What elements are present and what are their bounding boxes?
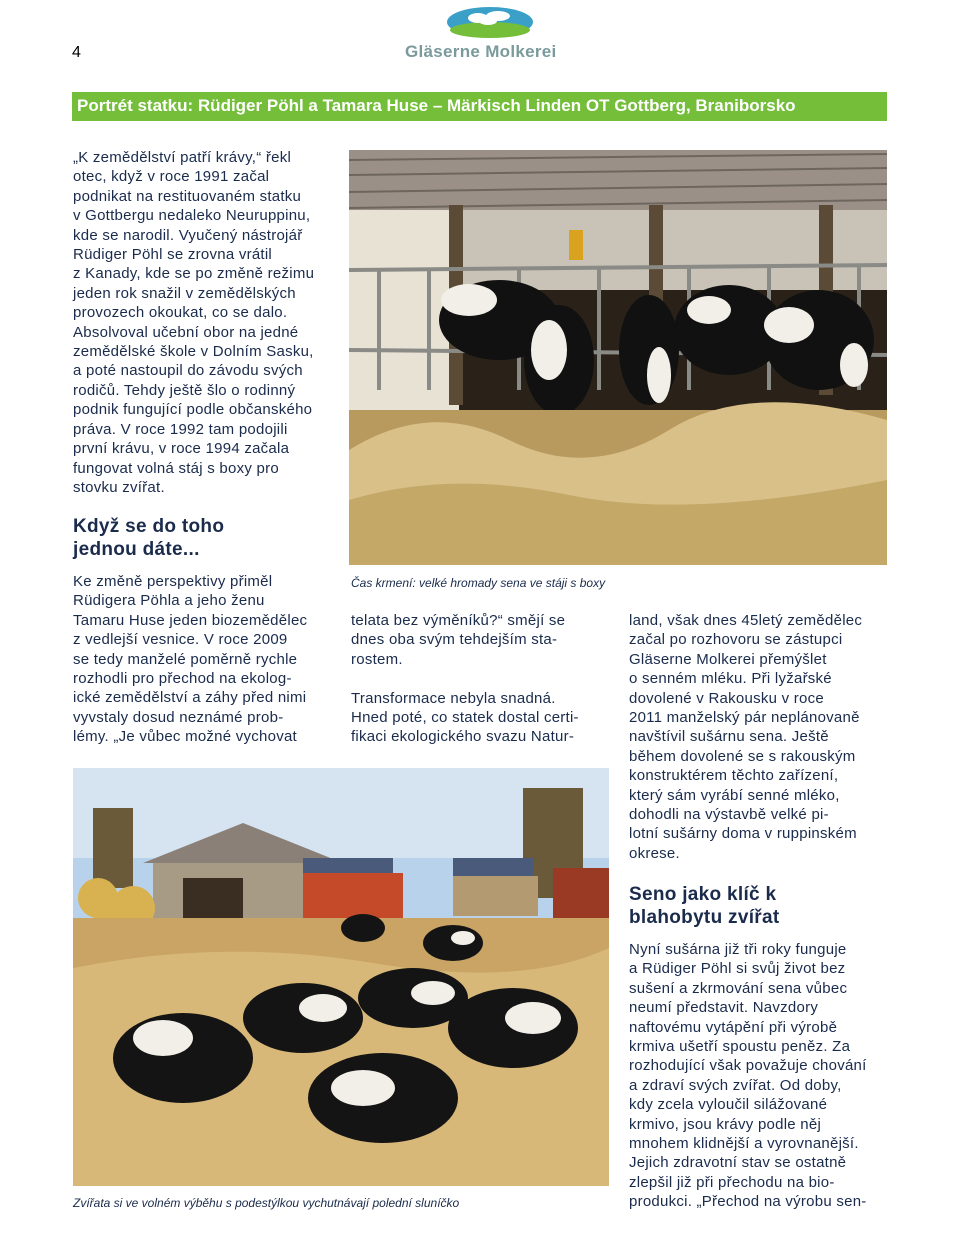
barn-feeding-photo (349, 150, 887, 565)
text-line: konstruktérem těchto zařízení, (629, 767, 839, 785)
intro-paragraph (73, 148, 343, 497)
bottom-photo-caption: Zvířata si ve volném výběhu s podestýlkou vychutnávají polední sluníčko (73, 1196, 460, 1210)
section-heading-1 (73, 515, 224, 561)
text-line: „K zemědělství patří krávy,“ řekl (73, 149, 292, 166)
text-line: z vedlejší vesnice. V roce 2009 (73, 631, 288, 649)
text-line: rozhodující však považuje chování (629, 1057, 867, 1075)
text-line: stovku zvířat. (73, 478, 165, 496)
text-line: z Kanady, kde se po změně režimu (73, 265, 315, 283)
text-line: naftovému vytápění při výrobě (629, 1018, 838, 1036)
text-line: zemědělské škole v Dolním Sasku, (73, 343, 314, 361)
logo-wordmark: Gläserne Molkerei (405, 42, 557, 61)
text-line: Když se do toho (73, 516, 225, 537)
paragraph-column-3 (629, 611, 889, 863)
text-line: Ke změně perspektivy přiměl (73, 573, 273, 590)
paragraph-column-2 (351, 611, 611, 747)
text-line: zlepšil již při přechodu na bio- (629, 1173, 835, 1191)
text-line: a Rüdiger Pöhl si svůj život bez (629, 960, 846, 978)
farmyard-cows-photo (73, 768, 609, 1186)
text-line: první krávu, v roce 1994 začala (73, 440, 290, 458)
text-line: fikaci ekologického svazu Natur- (351, 728, 575, 746)
text-line: otec, když v roce 1991 začal (73, 168, 270, 186)
text-line: land, však dnes 45letý zemědělec (629, 612, 863, 629)
text-line: okrese. (629, 844, 680, 862)
text-line: telata bez výměníků?“ smějí se (351, 612, 566, 629)
text-line: mnohem klidnější a vyrovnanější. (629, 1135, 859, 1153)
text-line: produkci. „Přechod na výrobu sen- (629, 1193, 867, 1211)
text-line: o senném mléku. Při lyžařské (629, 670, 832, 688)
logo-emblem-icon (400, 4, 560, 44)
text-line: vyvstaly dosud neznámé prob- (73, 708, 284, 726)
text-line: lémy. „Je vůbec možné vychovat (73, 728, 297, 746)
text-line: a poté nastoupil do závodu svých (73, 362, 303, 380)
paragraph-perspective (73, 572, 343, 747)
text-line: Absolvoval učební obor na jedné (73, 323, 299, 341)
text-line: který sám vyrábí senné mléko, (629, 786, 840, 804)
text-line: Gläserne Molkerei přemýšlet (629, 650, 827, 668)
text-line: dohodli na výstavbě velké pi- (629, 806, 829, 824)
text-line: lotní sušárny doma v ruppinském (629, 825, 857, 843)
text-line: ické zemědělství a záhy před nimi (73, 689, 307, 707)
text-line: práva. V roce 1992 tam podojili (73, 420, 288, 438)
text-line: kdy zcela vyloučil silážované (629, 1096, 828, 1114)
text-line: v Gottbergu nedaleko Neuruppinu, (73, 207, 311, 225)
text-line: Tamaru Huse jeden biozemědělec (73, 611, 308, 629)
text-line: podnik fungující podle občanského (73, 401, 313, 419)
page-number: 4 (72, 44, 81, 61)
text-line: se tedy manželé poměrně rychle (73, 650, 298, 668)
top-photo-caption: Čas krmení: velké hromady sena ve stáji s boxy (351, 576, 606, 590)
text-line: dovolené v Rakousku v roce (629, 689, 824, 707)
text-line: kde se narodil. Vyučený nástrojář (73, 226, 303, 244)
text-line: Hned poté, co statek dostal certi- (351, 709, 579, 727)
text-line: krmivo, jsou krávy podle něj (629, 1115, 822, 1133)
paragraph-hay-drying (629, 940, 891, 1212)
text-line: začal po rozhovoru se zástupci (629, 631, 843, 649)
text-line: podnikat na restituovaném statku (73, 187, 302, 205)
text-line: Rüdiger Pöhl se zrovna vrátil (73, 246, 273, 264)
text-line: provozech okoukat, co se dalo. (73, 304, 288, 322)
text-line: během dovolené se s rakouským (629, 747, 856, 765)
text-line: 2011 manželský pár neplánovaně (629, 709, 860, 727)
text-line: rozhodli pro přechod na ekolog- (73, 670, 292, 688)
text-line: jeden rok snažil v zemědělských (73, 284, 296, 302)
section-heading-2 (629, 883, 779, 929)
text-line: dnes oba svým tehdejším sta- (351, 631, 558, 649)
text-line: fungovat volná stáj s boxy pro (73, 459, 279, 477)
text-line: Transformace nebyla snadná. (351, 689, 556, 707)
page-title: Portrét statku: Rüdiger Pöhl a Tamara Huse – Märkisch Linden OT Gottberg, Braniborsko (77, 96, 796, 115)
text-line: Rüdigera Pöhla a jeho ženu (73, 592, 265, 610)
text-line: blahobytu zvířat (629, 907, 780, 928)
text-line: a zdraví svých zvířat. Od doby, (629, 1076, 842, 1094)
text-line: rodičů. Tehdy ještě šlo o rodinný (73, 381, 296, 399)
text-line: sušení a zkrmování sena vůbec (629, 979, 848, 997)
text-line (351, 669, 611, 688)
text-line: rostem. (351, 650, 403, 668)
text-line: Seno jako klíč k (629, 884, 777, 905)
text-line: navštívil sušárnu sena. Ještě (629, 728, 829, 746)
text-line: krmiva ušetří spoustu peněz. Za (629, 1038, 851, 1056)
text-line: neumí představit. Navzdory (629, 999, 819, 1017)
text-line: Jejich zdravotní stav se ostatně (629, 1154, 847, 1172)
text-line: jednou dáte... (73, 539, 200, 560)
text-line: Nyní sušárna již tři roky funguje (629, 941, 847, 958)
